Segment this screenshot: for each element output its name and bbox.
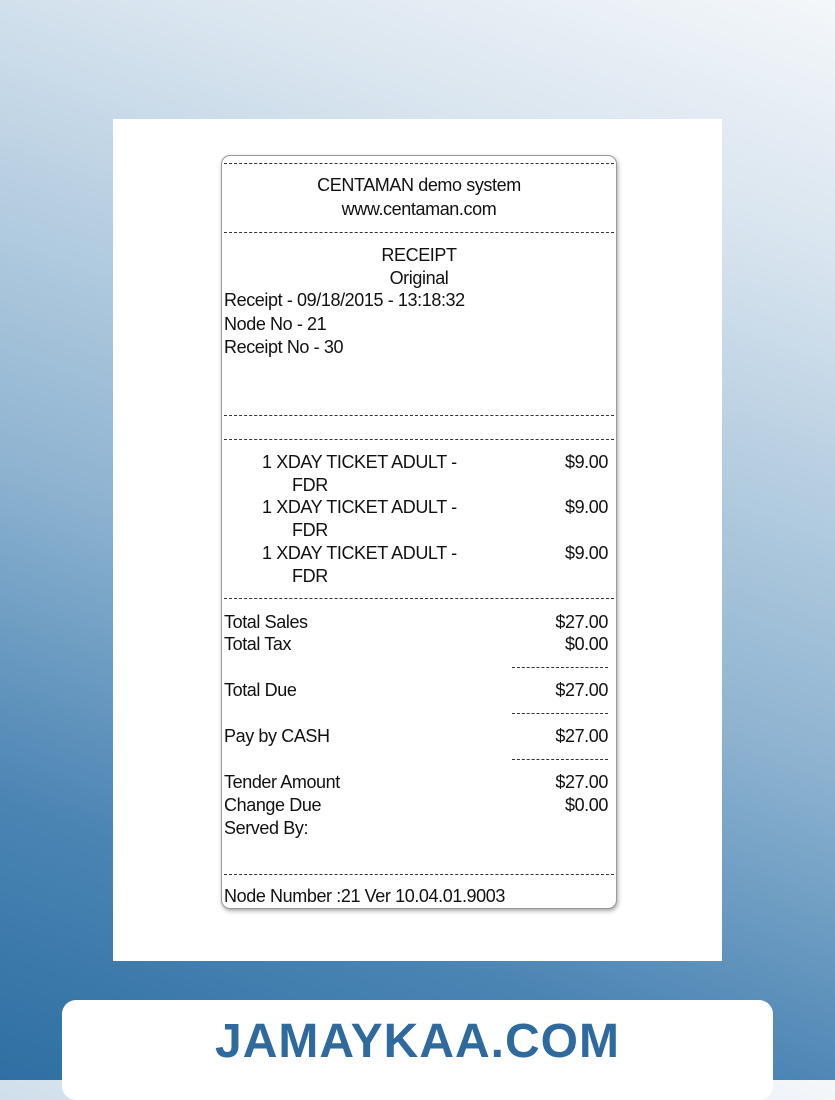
line-item-price: $9.00 (564, 497, 608, 517)
line-item-price: $9.00 (564, 452, 608, 472)
line-item-description: 1 XDAY TICKET ADULT - (262, 452, 457, 472)
subtotal-divider (512, 667, 608, 668)
total-due-label: Total Due (224, 680, 297, 700)
divider (224, 415, 614, 416)
line-item-description: 1 XDAY TICKET ADULT - (262, 543, 457, 563)
watermark-banner (62, 1000, 773, 1100)
payment-value: $27.00 (555, 726, 608, 746)
receipt-title: RECEIPT (381, 245, 457, 265)
company-website: www.centaman.com (341, 199, 497, 219)
line-item-description-cont: FDR (292, 566, 328, 586)
total-sales-value: $27.00 (555, 612, 608, 632)
served-by-label: Served By: (224, 818, 309, 838)
receipt (221, 155, 617, 909)
divider (224, 439, 614, 440)
line-item-description: 1 XDAY TICKET ADULT - (262, 497, 457, 517)
subtotal-divider (512, 759, 608, 760)
total-sales-label: Total Sales (224, 612, 308, 632)
total-due-value: $27.00 (555, 680, 608, 700)
receipt-datetime: Receipt - 09/18/2015 - 13:18:32 (224, 290, 465, 310)
watermark-logo-text: JAMAYKAA.COM (215, 1015, 620, 1068)
divider (224, 598, 614, 599)
divider (224, 874, 614, 875)
total-tax-label: Total Tax (224, 634, 292, 654)
line-item-price: $9.00 (564, 543, 608, 563)
receipt-footer: Node Number :21 Ver 10.04.01.9003 (224, 886, 506, 906)
tender-amount-label: Tender Amount (224, 772, 340, 792)
receipt-copy-type: Original (389, 268, 449, 288)
change-due-value: $0.00 (564, 795, 608, 815)
line-item-description-cont: FDR (292, 520, 328, 540)
change-due-label: Change Due (224, 795, 322, 815)
total-tax-value: $0.00 (564, 634, 608, 654)
tender-amount-value: $27.00 (555, 772, 608, 792)
divider (224, 232, 614, 233)
divider (224, 163, 614, 164)
line-item-description-cont: FDR (292, 475, 328, 495)
payment-method-label: Pay by CASH (224, 726, 330, 746)
receipt-panel (113, 119, 722, 961)
receipt-number: Receipt No - 30 (224, 337, 344, 357)
node-number: Node No - 21 (224, 314, 327, 334)
company-name: CENTAMAN demo system (317, 175, 521, 195)
subtotal-divider (512, 713, 608, 714)
